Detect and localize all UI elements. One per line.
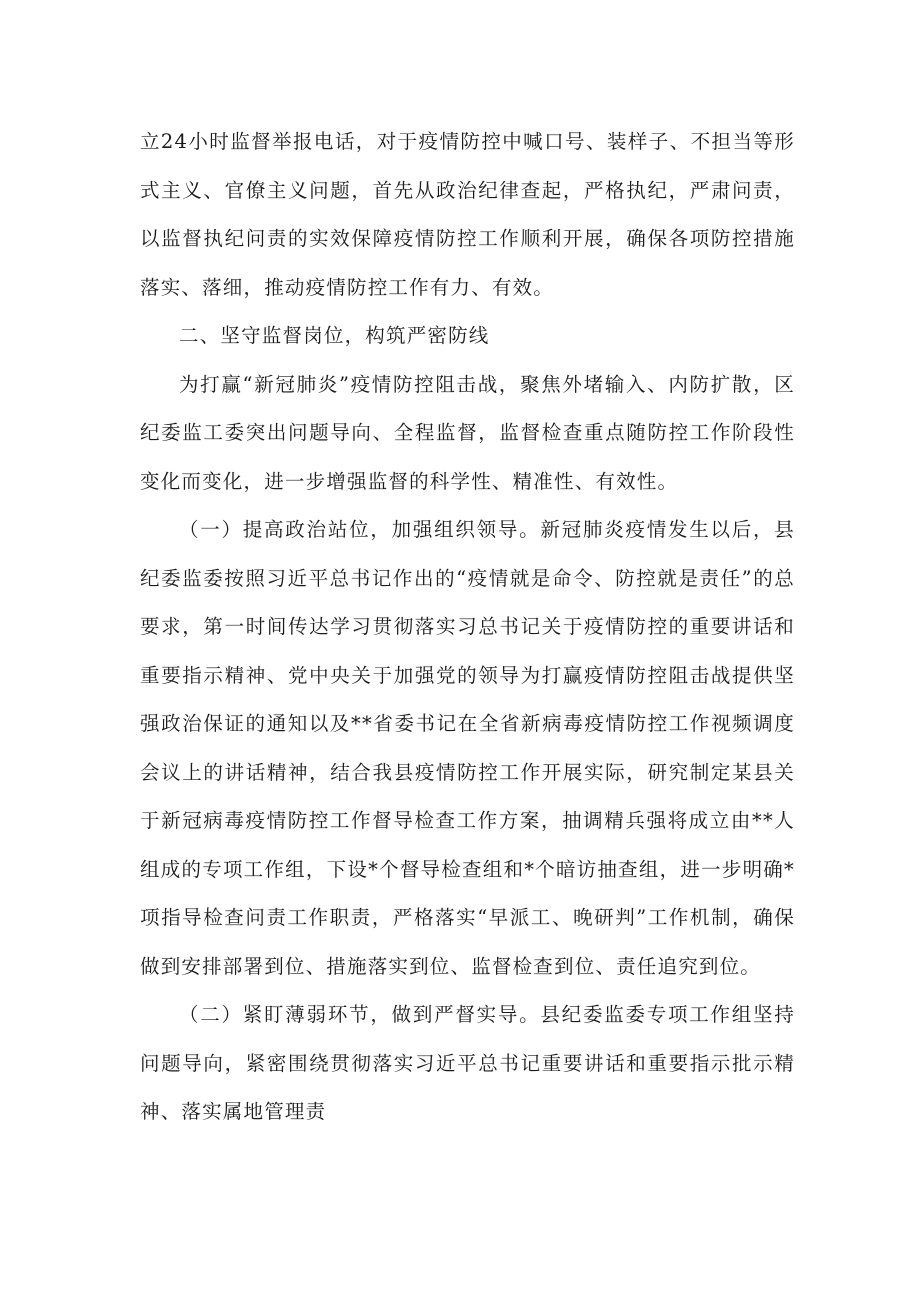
paragraph-section-intro: 为打赢“新冠肺炎”疫情防控阻击战，聚焦外堵输入、内防扩散，区纪委监工委突出问题导向、全程监督，监督检查重点随防控工作阶段性变化而变化，进一步增强监督的科学性、精准性、有效性。 <box>140 372 795 493</box>
section-heading-2: 二、坚守监督岗位，构筑严密防线 <box>179 324 490 347</box>
document-body <box>140 118 795 1137</box>
paragraph-subsection-2: （二）紧盯薄弱环节，做到严督实导。县纪委监委专项工作组坚持问题导向，紧密围绕贯彻落实习近平总书记重要讲话和重要指示批示精神、落实属地管理责 <box>140 1003 795 1123</box>
paragraph-subsection-1: （一）提高政治站位，加强组织领导。新冠肺炎疫情发生以后，县纪委监委按照习近平总书记作出的“疫情就是命令、防控就是责任”的总要求，第一时间传达学习贯彻落实习总书记关于疫情防控的重要讲话和重要指示精神、党中央关于加强党的领导为打赢疫情防控阻击战提供坚强政治保证的通知以及**省委书记在全省新病毒疫情防控工作视频调度会议上的讲话精神，结合我县疫情防控工作开展实际，研究制定某县关于新冠病毒疫情防控工作督导检查工作方案，抽调精兵强将成立由**人组成的专项工作组，下设*个督导检查组和*个暗访抽查组，进一步明确*项指导检查问责工作职责，严格落实“早派工、晚研判”工作机制，确保做到安排部署到位、措施落实到位、监督检查到位、责任追究到位。 <box>140 518 795 978</box>
paragraph-continuation: 立24小时监督举报电话，对于疫情防控中喊口号、装样子、不担当等形式主义、官僚主义问题，首先从政治纪律查起，严格执纪，严肃问责，以监督执纪问责的实效保障疫情防控工作顺利开展，确保各项防控措施落实、落细，推动疫情防控工作有力、有效。 <box>140 130 795 299</box>
